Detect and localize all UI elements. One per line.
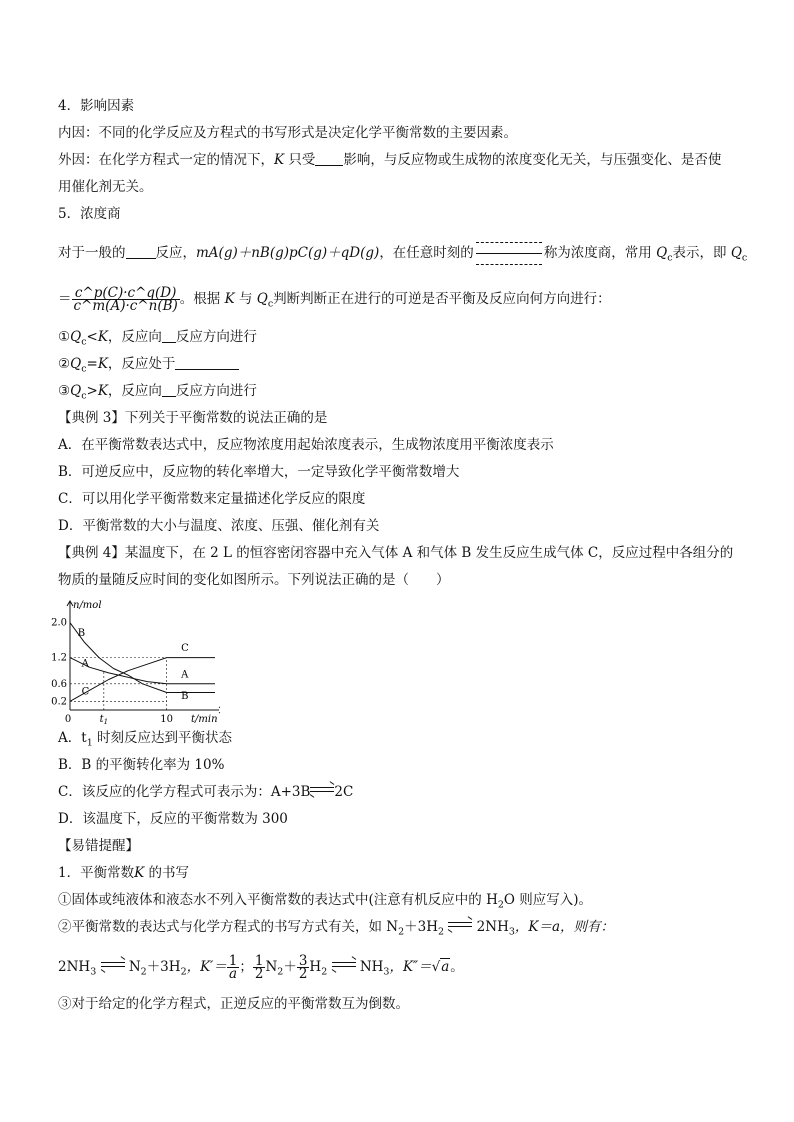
k-symbol: K [274,152,285,168]
text: 反应方向进行 [175,383,257,399]
formula: H [486,892,498,908]
general-equation: mA(g)＋nB(g)pC(g)＋qD(g) [196,245,380,261]
text: ，K′＝ [186,959,227,975]
equilibrium-arrow-icon [448,920,472,930]
text: 与 [238,291,253,307]
plus: ＋ [283,959,297,975]
relation: = [86,356,98,372]
example-4-stem-line-2: 物质的量随反应时间的变化如图所示。下列说法正确的是（ ） [58,572,450,588]
formula: NH [359,959,384,975]
sqrt-icon: √ [431,959,441,975]
series-label-A: A [81,658,89,670]
formula: 2NH [476,919,509,935]
k-symbol: K [97,383,108,399]
text: 只受 [288,152,316,168]
text: 2C [334,784,354,800]
y-tick-label: 2.0 [51,617,67,629]
text: 反应方向进行 [175,329,257,345]
y-axis-label: n/mol [73,600,102,611]
moles-vs-time-chart [50,598,220,726]
series-line-A [70,658,215,684]
text: ，K＝a，则有： [514,919,615,935]
subscript: 3 [508,926,515,938]
formula: 2NH [58,959,91,975]
x-tick-label: 10 [160,714,174,725]
subscript: 2 [497,899,504,911]
subscript: 1 [86,737,93,749]
external-factor-cont: 用催化剂无关。 [58,179,153,195]
q-sub: c [81,390,87,402]
series-label-C: C [181,643,189,655]
fill-blank[interactable] [175,356,239,370]
x-axis-arrow-icon [219,707,220,713]
fraction-denominator: 2 [298,966,308,982]
text: 反应， [155,245,196,261]
text: 则应写入)。 [519,892,593,908]
tip-point-2 [58,918,614,942]
fill-blank[interactable] [126,245,156,259]
case-1 [58,328,257,352]
text: A．t [58,730,87,746]
fraction [253,955,266,980]
text: ，K″＝ [389,959,432,975]
q-sub: c [667,252,673,264]
q-sub: c [267,298,274,310]
internal-factor-text: 内因：不同的化学反应及方程式的书写形式是决定化学平衡常数的主要因素。 [58,125,517,141]
series-label-C: C [81,686,90,698]
formula: N [386,919,399,935]
text: 时刻反应达到平衡状态 [92,730,233,746]
q-sub: c [741,252,748,264]
tip-point-3: ③对于给定的化学方程式，正逆反应的平衡常数互为倒数。 [58,996,409,1012]
subscript: 2 [140,966,147,978]
text: ，反应向 [107,383,162,399]
quotient-formula-line [58,282,611,316]
text: ②平衡常数的表达式与化学方程式的书写方式有关，如 [58,919,382,935]
formula: ＋3H [146,959,181,975]
text: ，反应处于 [107,356,176,372]
subscript: 2 [180,966,187,978]
tip-point-1 [58,891,592,915]
case-marker: ③ [58,383,71,399]
fraction-numerator: 1 [254,953,264,969]
k-symbol: K [134,865,145,881]
formula: ＋3H [404,919,439,935]
subscript: 2 [321,966,328,978]
case-marker: ② [58,356,71,372]
example-3-option-a[interactable]: A．在平衡常数表达式中，反应物浓度用起始浓度表示，生成物浓度用平衡浓度表示 [58,437,554,453]
example-4-stem-line-1: 【典例 4】某温度下，在 2 L 的恒容密闭容器中充入气体 A 和气体 B 发生反应生成气体 C，反应过程中各组分的 [58,545,734,561]
example-3-option-d[interactable]: D．平衡常数的大小与温度、浓度、压强、催化剂有关 [58,518,380,534]
formula: N [128,959,141,975]
tip-1-heading [58,864,189,882]
k-symbol: K [224,291,235,307]
example-4-option-b[interactable]: B．B 的平衡转化率为 10% [58,757,225,773]
q-symbol: Q [70,383,82,399]
example-3-option-b[interactable]: B．可逆反应中，反应物的转化率增大，一定导致化学平衡常数增大 [58,464,460,480]
example-4-option-d[interactable]: D．该温度下，反应的平衡常数为 300 [58,811,288,827]
example-4-option-a[interactable] [58,729,232,753]
subscript: 2 [438,926,445,938]
k-symbol: K [97,356,108,372]
fill-blank[interactable] [162,383,176,397]
text: 对于一般的 [58,245,126,261]
text: 称为浓度商，常用 [543,245,652,261]
fraction-numerator: 1 [228,953,238,969]
text: ，在任意时刻的 [379,245,474,261]
text: 影响，与反应物或生成物的浓度变化无关，与压强变化、是否使 [343,152,722,168]
y-tick-label: 0.2 [51,696,67,708]
text: 外因：在化学方程式一定的情况下， [58,152,274,168]
x-tick-label: $t_1$ [99,714,109,726]
formula: N [265,959,278,975]
fraction-numerator: c^p(C)·c^q(D) [72,287,180,300]
quotient-definition-line [58,236,747,270]
relation: > [86,383,98,399]
external-factor-line [58,151,721,169]
fraction [227,955,240,980]
tip-point-2-equations [58,950,464,984]
case-2 [58,355,239,379]
fraction [297,955,310,980]
subscript: 2 [277,966,284,978]
text: ，反应向 [107,329,162,345]
text: ①固体或纯液体和液态水不列入平衡常数的表达式中(注意有机反应中的 [58,892,482,908]
series-label-B: B [181,691,189,703]
subscript: 3 [90,966,97,978]
fraction-denominator: c^m(A)·c^n(B) [73,298,178,314]
text: 1．平衡常数 [58,865,135,881]
formula: H [309,959,322,975]
subscript: 2 [398,926,405,938]
quotient-fraction [72,287,180,312]
text: 判断判断正在进行的可逆是否平衡及反应向何方向进行： [273,291,611,307]
q-symbol: Q [256,291,268,307]
k-symbol: K [97,329,108,345]
text: 的书写 [148,865,189,881]
tips-title: 【易错提醒】 [58,838,139,854]
fraction-denominator: a [229,966,238,982]
example-4-option-c[interactable] [58,783,353,801]
example-3-option-c[interactable]: C．可以用化学平衡常数来定量描述化学反应的限度 [58,491,366,507]
fill-blank[interactable] [162,329,176,343]
subscript: 3 [383,966,390,978]
example-3-stem: 【典例 3】下列关于平衡常数的说法正确的是 [58,410,328,426]
q-symbol: Q [70,329,82,345]
relation: < [86,329,98,345]
text: ； [239,959,253,975]
equilibrium-arrow-icon [101,960,125,970]
x-axis-label: t/min [191,714,218,725]
series-label-A: A [181,669,189,681]
equilibrium-arrow-icon [310,785,334,795]
case-3 [58,382,257,406]
q-symbol: Q [730,245,742,261]
sqrt-radicand: a [441,959,450,975]
q-sub: c [81,336,87,348]
equals: ＝ [58,291,72,307]
q-symbol: Q [70,356,82,372]
case-marker: ① [58,329,71,345]
section-4-title: 4．影响因素 [58,98,135,114]
q-sub: c [81,363,87,375]
x-tick-label: 0 [64,714,72,725]
fill-blank[interactable] [315,152,343,166]
text: 表示，即 [672,245,727,261]
series-label-B: B [77,627,86,639]
formula: O [503,892,515,908]
section-5-title: 5．浓度商 [58,206,121,222]
q-symbol: Q [656,245,668,261]
equilibrium-arrow-icon [332,960,356,970]
series-line-C [70,658,215,702]
text: 。 [450,959,464,975]
y-tick-label: 1.2 [51,652,67,664]
fraction-numerator: 3 [298,953,308,969]
y-tick-label: 0.6 [51,678,67,690]
fraction-denominator: 2 [254,966,264,982]
quotient-blank-fraction[interactable] [474,238,544,270]
text: 。根据 [179,291,221,307]
text: C．该反应的化学方程式可表示为：A+3B [58,784,311,800]
